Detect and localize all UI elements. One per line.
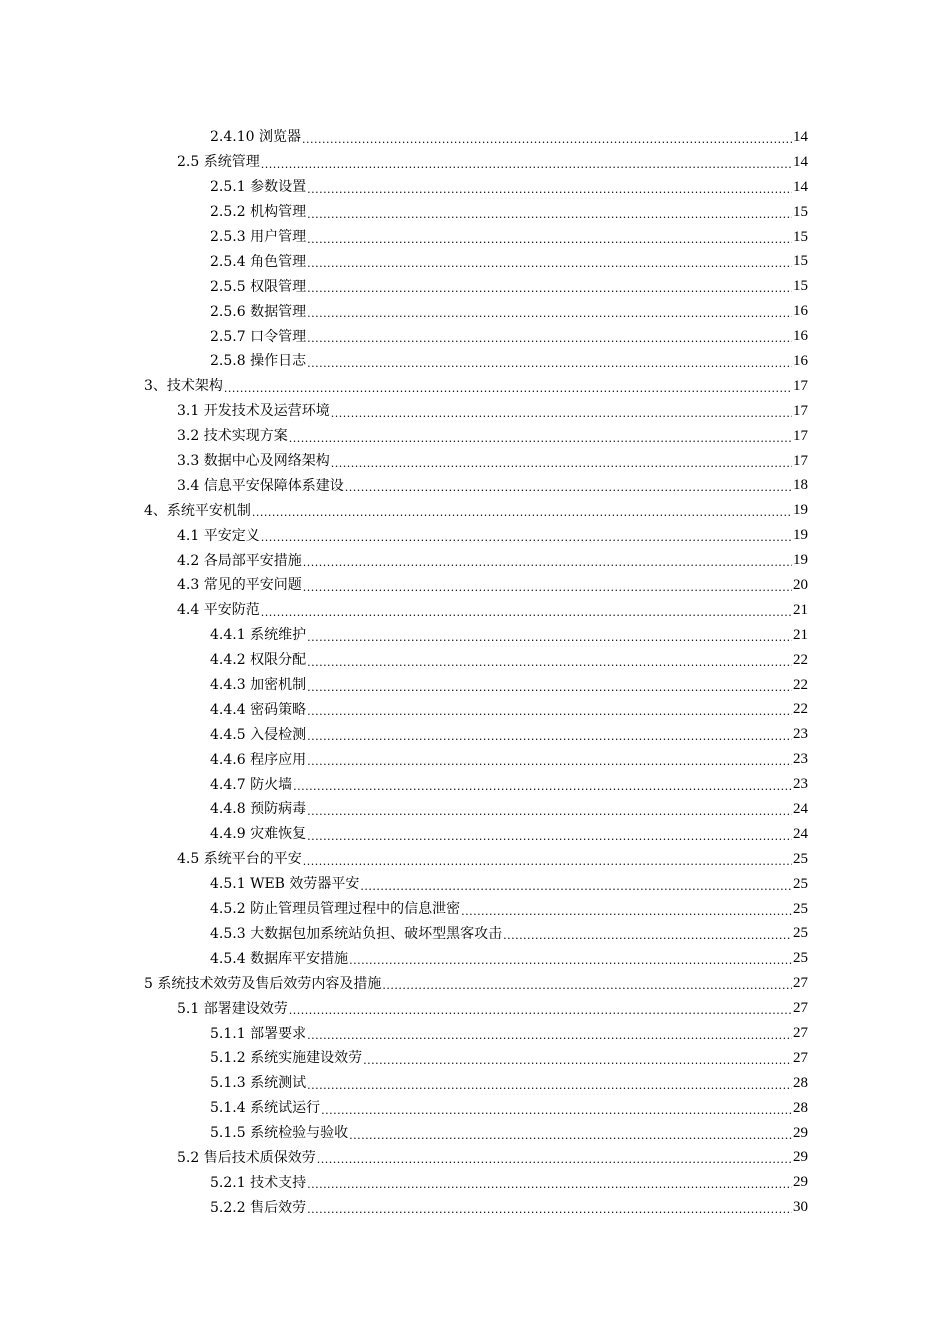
toc-entry-title: 2.5.3 用户管理 (210, 229, 307, 245)
toc-entry[interactable] (0, 473, 950, 498)
toc-entry-title: 2.5.8 操作日志 (210, 353, 307, 370)
toc-entry-title: 5.2.2 售后效劳 (210, 1199, 307, 1216)
toc-entry-title: 4.4.2 权限分配 (210, 652, 307, 669)
toc-entry-page-number: 14 (793, 178, 808, 195)
toc-entry[interactable] (0, 249, 950, 274)
toc-dot-leader (307, 258, 792, 269)
toc-entry-page-number: 14 (793, 128, 808, 145)
toc-dot-leader (261, 607, 792, 618)
toc-entry[interactable] (0, 747, 950, 772)
toc-entry-title: 5.1 部署建设效劳 (177, 1000, 288, 1017)
toc-dot-leader (293, 781, 792, 792)
toc-dot-leader (307, 1179, 792, 1190)
toc-dot-leader (303, 557, 792, 568)
toc-dot-leader (360, 881, 792, 892)
toc-entry[interactable] (0, 673, 950, 698)
toc-entry-title: 3.2 技术实现方案 (177, 428, 288, 445)
toc-entry-page-number: 27 (793, 1000, 808, 1017)
toc-entry-page-number: 29 (793, 1149, 808, 1166)
toc-dot-leader (503, 930, 792, 941)
toc-entry-title: 5 系统技术效劳及售后效劳内容及措施 (144, 975, 382, 992)
toc-entry[interactable] (0, 1146, 950, 1171)
toc-dot-leader (307, 209, 792, 220)
toc-entry[interactable] (0, 847, 950, 872)
toc-entry-title: 2.5.1 参数设置 (210, 179, 307, 196)
toc-entry-title: 4.4.9 灾难恢复 (210, 826, 307, 843)
toc-dot-leader (307, 333, 792, 344)
toc-entry-title: 4.4.7 防火墙 (210, 776, 293, 793)
toc-entry[interactable] (0, 1046, 950, 1071)
toc-entry[interactable] (0, 125, 950, 150)
toc-entry-page-number: 27 (793, 1025, 808, 1041)
toc-dot-leader (289, 433, 792, 444)
toc-dot-leader (307, 756, 792, 767)
toc-dot-leader (307, 283, 792, 294)
toc-entry[interactable] (0, 648, 950, 673)
toc-entry-page-number: 17 (793, 452, 808, 469)
toc-entry-title: 4.5 系统平台的平安 (177, 851, 302, 868)
toc-dot-leader (303, 582, 792, 593)
toc-entry[interactable] (0, 1071, 950, 1096)
toc-dot-leader (303, 856, 792, 867)
toc-entry-page-number: 17 (793, 427, 808, 444)
toc-dot-leader (321, 1105, 792, 1116)
toc-entry-page-number: 21 (793, 626, 808, 643)
toc-entry[interactable] (0, 1170, 950, 1195)
toc-dot-leader (307, 184, 792, 195)
toc-entry-page-number: 23 (793, 726, 808, 743)
toc-dot-leader (307, 234, 792, 245)
toc-entry-title: 4.5.2 防止管理员管理过程中的信息泄密 (210, 901, 461, 918)
toc-entry-page-number: 24 (793, 800, 808, 817)
toc-entry-page-number: 17 (793, 377, 808, 394)
toc-entry-page-number: 29 (793, 1124, 808, 1141)
toc-dot-leader (307, 682, 792, 693)
toc-entry-page-number: 16 (793, 352, 808, 369)
toc-dot-leader (252, 507, 792, 518)
toc-entry-title: 3.4 信息平安保障体系建设 (177, 477, 344, 494)
toc-entry-title: 4.4.4 密码策略 (210, 701, 307, 718)
toc-entry[interactable] (0, 225, 950, 250)
toc-entry[interactable] (0, 772, 950, 797)
toc-entry-title: 5.1.5 系统检验与验收 (210, 1125, 349, 1142)
toc-dot-leader (307, 657, 792, 668)
toc-entry-page-number: 25 (793, 850, 808, 867)
toc-entry-title: 2.5.4 角色管理 (210, 253, 307, 270)
toc-entry-title: 4、系统平安机制 (144, 502, 251, 519)
toc-entry-page-number: 25 (793, 925, 808, 942)
toc-entry-page-number: 22 (793, 651, 808, 668)
toc-dot-leader (363, 1055, 792, 1066)
toc-entry[interactable] (0, 922, 950, 947)
toc-entry-page-number: 25 (793, 950, 808, 967)
toc-entry-title: 3、技术架构 (144, 378, 223, 395)
toc-dot-leader (307, 1030, 792, 1041)
toc-dot-leader (307, 632, 792, 643)
toc-entry[interactable] (0, 897, 950, 922)
toc-entry[interactable] (0, 598, 950, 623)
toc-entry[interactable] (0, 175, 950, 200)
toc-entry-title: 5.1.1 部署要求 (210, 1025, 307, 1042)
toc-dot-leader (307, 308, 792, 319)
toc-dot-leader (349, 1130, 792, 1141)
toc-entry-page-number: 15 (793, 278, 808, 295)
toc-entry[interactable] (0, 424, 950, 449)
toc-entry-title: 2.5.5 权限管理 (210, 278, 307, 295)
toc-entry-title: 4.4.6 程序应用 (210, 751, 307, 768)
toc-entry[interactable] (0, 299, 950, 324)
toc-entry-page-number: 18 (793, 477, 808, 494)
toc-dot-leader (307, 731, 792, 742)
toc-dot-leader (289, 1005, 792, 1016)
toc-dot-leader (307, 1204, 792, 1215)
toc-entry-page-number: 16 (793, 303, 808, 320)
toc-entry[interactable] (0, 349, 950, 374)
toc-entry[interactable] (0, 822, 950, 847)
toc-entry-title: 5.1.3 系统测试 (210, 1075, 307, 1092)
toc-entry[interactable] (0, 1096, 950, 1121)
toc-dot-leader (307, 706, 792, 717)
toc-entry[interactable] (0, 573, 950, 598)
toc-entry-title: 4.4.3 加密机制 (210, 677, 307, 694)
toc-dot-leader (302, 134, 792, 145)
toc-entry-title: 4.3 常见的平安问题 (177, 577, 302, 594)
toc-entry[interactable] (0, 872, 950, 897)
toc-entry-title: 4.5.3 大数据包加系统站负担、破坏型黑客攻击 (210, 925, 503, 942)
toc-entry-page-number: 27 (793, 1049, 808, 1066)
toc-entry-page-number: 15 (793, 203, 808, 220)
toc-entry-title: 2.5.6 数据管理 (210, 303, 307, 320)
toc-entry-page-number: 30 (793, 1199, 808, 1216)
toc-entry-page-number: 24 (793, 825, 808, 842)
toc-entry-page-number: 14 (793, 153, 808, 170)
toc-entry-title: 2.5.7 口令管理 (210, 328, 307, 345)
toc-entry-title: 2.4.10 浏览器 (210, 129, 301, 146)
toc-entry-page-number: 28 (793, 1099, 808, 1116)
toc-dot-leader (261, 159, 792, 170)
table-of-contents (0, 125, 950, 1220)
toc-dot-leader (349, 955, 792, 966)
toc-entry[interactable] (0, 623, 950, 648)
toc-entry-page-number: 15 (793, 228, 808, 245)
toc-entry[interactable] (0, 697, 950, 722)
toc-entry[interactable] (0, 1195, 950, 1220)
toc-entry-page-number: 23 (793, 751, 808, 768)
toc-entry-page-number: 19 (793, 502, 808, 519)
toc-entry-title: 4.4.5 入侵检测 (210, 726, 307, 743)
toc-entry-page-number: 25 (793, 875, 808, 892)
toc-entry[interactable] (0, 399, 950, 424)
toc-entry[interactable] (0, 797, 950, 822)
toc-entry-title: 4.4 平安防范 (177, 602, 260, 619)
toc-entry-title: 4.4.8 预防病毒 (210, 801, 307, 818)
toc-dot-leader (261, 532, 792, 543)
toc-entry[interactable] (0, 971, 950, 996)
toc-dot-leader (331, 408, 792, 419)
toc-entry[interactable] (0, 274, 950, 299)
toc-entry-title: 4.2 各局部平安措施 (177, 552, 302, 569)
toc-entry[interactable] (0, 523, 950, 548)
toc-entry-page-number: 28 (793, 1074, 808, 1091)
toc-entry[interactable] (0, 324, 950, 349)
toc-dot-leader (345, 482, 792, 493)
toc-entry[interactable] (0, 548, 950, 573)
toc-dot-leader (317, 1154, 792, 1165)
toc-dot-leader (461, 906, 792, 917)
toc-entry-title: 5.1.2 系统实施建设效劳 (210, 1050, 363, 1067)
toc-dot-leader (307, 806, 792, 817)
toc-entry-page-number: 20 (793, 576, 808, 593)
toc-entry-title: 5.2 售后技术质保效劳 (177, 1149, 316, 1166)
toc-entry-page-number: 29 (793, 1174, 808, 1191)
toc-entry-title: 3.1 开发技术及运营环境 (177, 403, 330, 420)
toc-entry-page-number: 22 (793, 676, 808, 693)
toc-entry-title: 4.4.1 系统维护 (210, 627, 307, 644)
toc-dot-leader (224, 383, 792, 394)
toc-entry-page-number: 15 (793, 253, 808, 270)
toc-entry-title: 5.1.4 系统试运行 (210, 1100, 321, 1117)
toc-dot-leader (307, 358, 792, 369)
toc-entry[interactable] (0, 498, 950, 523)
toc-entry-page-number: 16 (793, 328, 808, 345)
toc-entry-page-number: 21 (793, 601, 808, 618)
toc-entry-title: 4.1 平安定义 (177, 527, 260, 544)
toc-entry[interactable] (0, 1121, 950, 1146)
toc-dot-leader (307, 1080, 792, 1091)
toc-dot-leader (382, 980, 792, 991)
toc-entry-page-number: 19 (793, 527, 808, 544)
toc-entry[interactable] (0, 449, 950, 474)
toc-entry-title: 3.3 数据中心及网络架构 (177, 453, 330, 470)
toc-entry[interactable] (0, 722, 950, 747)
toc-entry-page-number: 19 (793, 552, 808, 569)
toc-dot-leader (307, 831, 792, 842)
toc-entry-page-number: 17 (793, 402, 808, 419)
toc-entry[interactable] (0, 374, 950, 399)
toc-entry-page-number: 23 (793, 776, 808, 793)
toc-dot-leader (331, 458, 792, 469)
toc-entry[interactable] (0, 150, 950, 175)
toc-entry-title: 2.5 系统管理 (177, 154, 260, 171)
toc-entry[interactable] (0, 1021, 950, 1046)
toc-entry[interactable] (0, 200, 950, 225)
toc-entry-title: 4.5.4 数据库平安措施 (210, 950, 349, 967)
toc-entry[interactable] (0, 996, 950, 1021)
toc-entry-title: 5.2.1 技术支持 (210, 1174, 307, 1191)
toc-entry-page-number: 22 (793, 701, 808, 718)
toc-entry-page-number: 25 (793, 900, 808, 917)
toc-entry[interactable] (0, 946, 950, 971)
toc-entry-title: 2.5.2 机构管理 (210, 204, 307, 221)
toc-entry-title: 4.5.1 WEB 效劳器平安 (210, 876, 360, 893)
toc-entry-page-number: 27 (793, 975, 808, 992)
